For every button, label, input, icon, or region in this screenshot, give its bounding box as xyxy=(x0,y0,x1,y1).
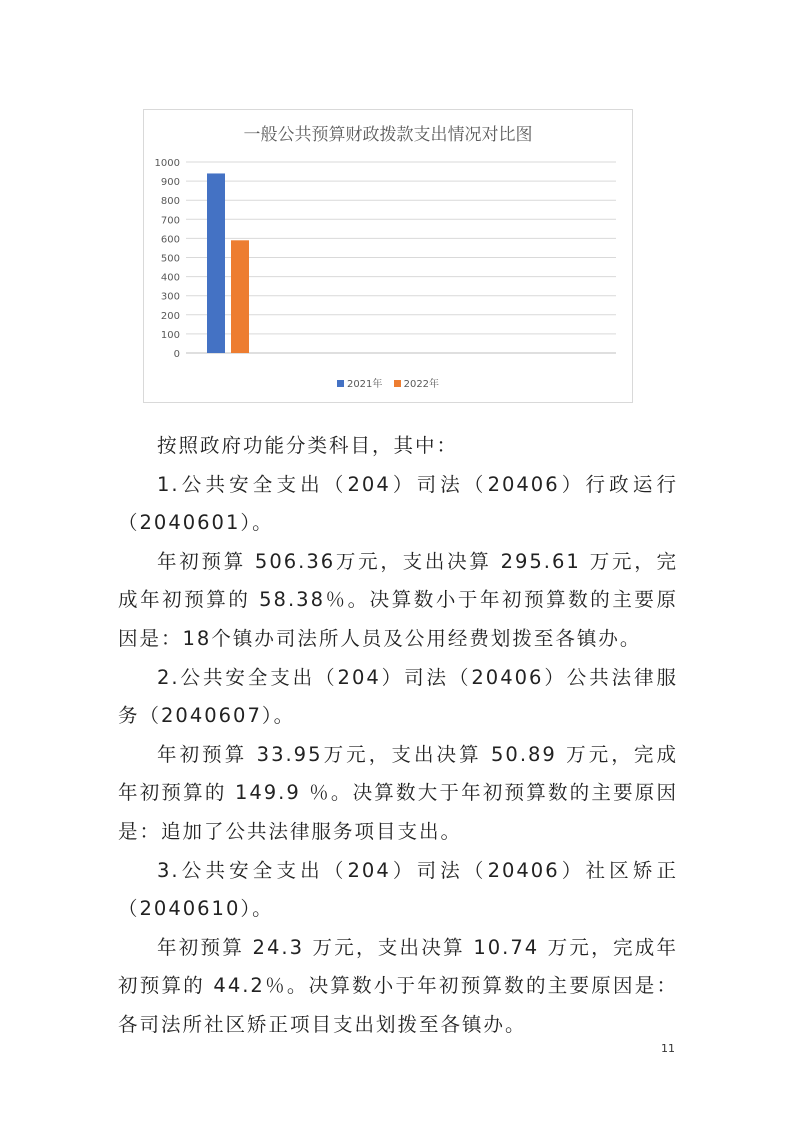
legend-swatch-2021 xyxy=(337,380,344,387)
paragraph-item-2-detail: 年初预算 33.95万元，支出决算 50.89 万元，完成年初预算的 149.9 ％。决算数大于年初预算数的主要原因是：追加了公共法律服务项目支出。 xyxy=(118,742,678,843)
chart-title: 一般公共预算财政拨款支出情况对比图 xyxy=(243,125,533,145)
paragraph-item-3-detail: 年初预算 24.3 万元，支出决算 10.74 万元，完成年初预算的 44.2％。决算数小于年初预算数的主要原因是：各司法所社区矫正项目支出划拨至各镇办。 xyxy=(118,935,678,1036)
legend-swatch-2022 xyxy=(394,380,401,387)
chart-legend xyxy=(144,375,632,390)
y-tick-label: 400 xyxy=(160,272,180,284)
legend-item-2022 xyxy=(394,375,439,390)
page-number: 11 xyxy=(661,1042,675,1055)
y-tick-label: 1000 xyxy=(154,158,180,169)
paragraph-item-3-heading: 3.公共安全支出（204）司法（20406）社区矫正（2040610）。 xyxy=(118,858,678,921)
bar-2021 xyxy=(207,173,225,353)
y-tick-label: 200 xyxy=(160,310,180,322)
y-tick-label: 900 xyxy=(160,177,180,189)
legend-label-2022: 2022年 xyxy=(403,379,440,390)
paragraph-item-2-heading: 2.公共安全支出（204）司法（20406）公共法律服务（2040607）。 xyxy=(118,665,678,728)
y-tick-label: 0 xyxy=(173,349,180,360)
y-tick-label: 500 xyxy=(160,253,180,265)
y-tick-label: 800 xyxy=(160,196,180,208)
body-text xyxy=(118,427,678,1045)
y-tick-label: 300 xyxy=(160,291,180,303)
legend-label-2021: 2021年 xyxy=(346,379,383,390)
chart-plot xyxy=(144,110,632,402)
y-tick-label: 600 xyxy=(160,234,180,246)
y-tick-label: 700 xyxy=(160,215,180,227)
paragraph-intro: 按照政府功能分类科目，其中： xyxy=(157,434,459,457)
bar-chart xyxy=(143,109,633,403)
legend-item-2021 xyxy=(337,375,382,390)
y-tick-label: 100 xyxy=(160,329,180,341)
bar-2022 xyxy=(231,240,249,353)
paragraph-item-1-detail: 年初预算 506.36万元，支出决算 295.61 万元，完成年初预算的 58.38％。决算数小于年初预算数的主要原因是：18个镇办司法所人员及公用经费划拨至各镇办。 xyxy=(118,549,678,650)
paragraph-item-1-heading: 1.公共安全支出（204）司法（20406）行政运行（2040601）。 xyxy=(118,472,678,535)
